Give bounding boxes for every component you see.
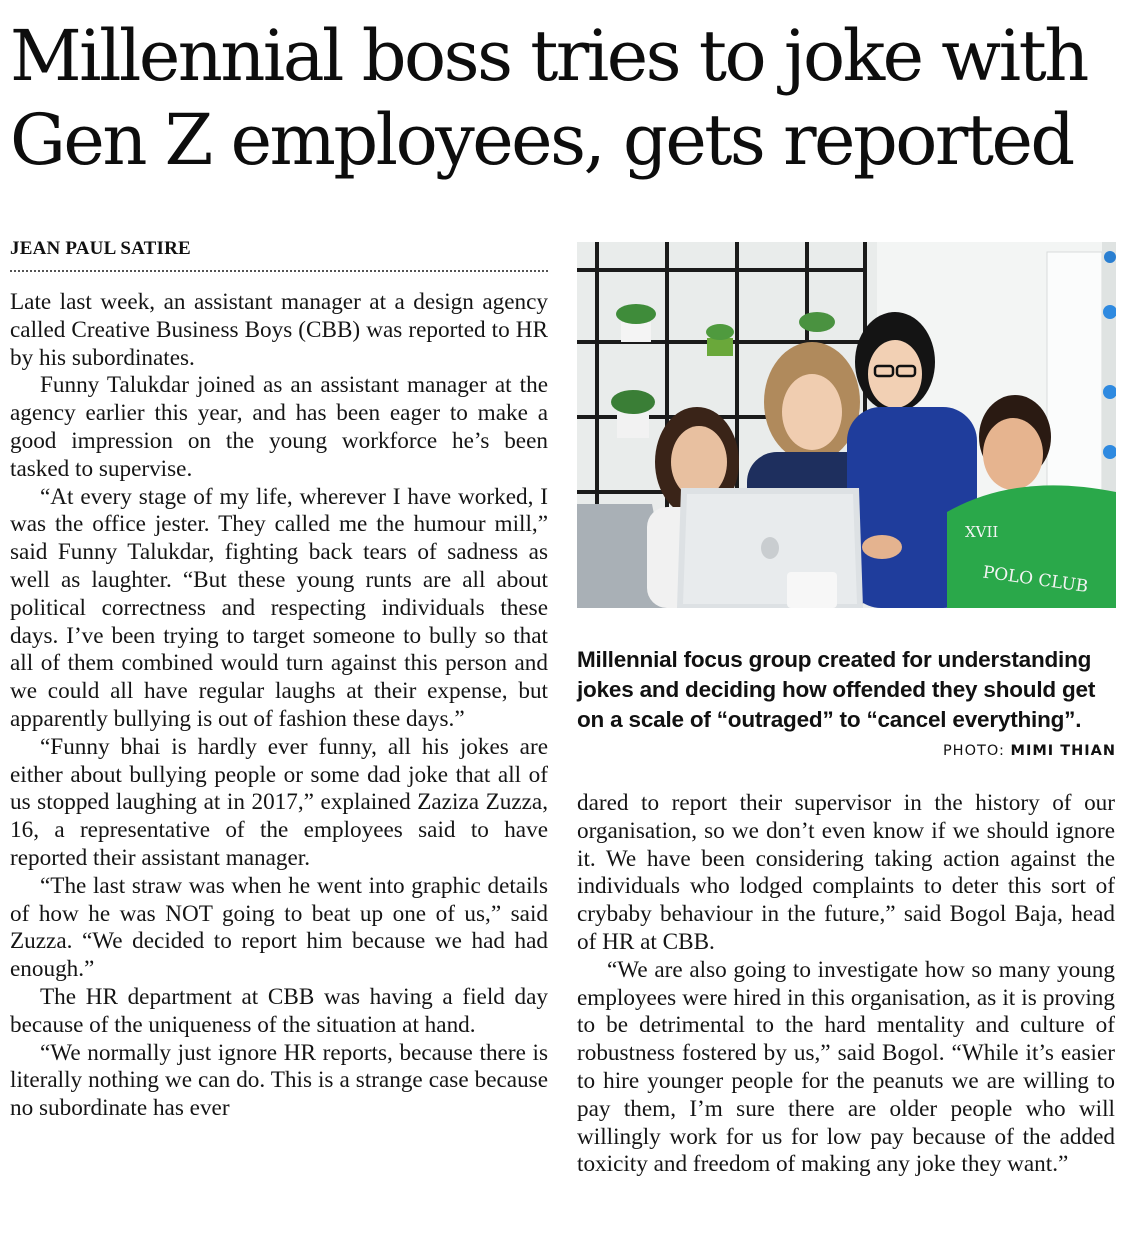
body-paragraph: “We normally just ignore HR reports, because there is literally nothing we can do. This is a strange case because no subordinate has ever (10, 1039, 548, 1122)
shirt-number-text: XVII (965, 523, 999, 541)
byline: JEAN PAUL SATIRE (10, 238, 548, 272)
body-paragraph: “Funny bhai is hardly ever funny, all his jokes are either about bullying people or some dad joke that all of us stopped laughing at in 2017,” explained Zaziza Zuzza, 16, a representative of the employees said to have reported their assistant manager. (10, 733, 548, 871)
article-photo (577, 242, 1116, 608)
body-paragraph: The HR department at CBB was having a field day because of the uniqueness of the situation at hand. (10, 983, 548, 1038)
body-paragraph: “We are also going to investigate how so many young employees were hired in this organisation, as it is proving to be detrimental to the hard mentality and culture of robustness fostered by us,” said Bogol. “While it’s easier to hire younger people for the peanuts we are willing to pay them, I’m sure there are older people who will willingly work for us for low pay because of the added toxicity and freedom of making any joke they want.” (577, 956, 1115, 1178)
shirt-logo-text: POLO CLUB (981, 562, 1090, 598)
apple-logo-icon (761, 537, 779, 559)
body-paragraph: dared to report their supervisor in the history of our organisation, so we don’t even know if we should ignore it. We have been considering taking action against the individuals who lodged complaints to deter this sort of crybaby behaviour in the future,” said Bogol Baja, head of HR at CBB. (577, 790, 1115, 955)
photo-credit-label: PHOTO: (942, 743, 1005, 759)
photo-illustration (577, 242, 1116, 608)
photo-caption: Millennial focus group created for understanding jokes and deciding how offended they should get on a scale of “outraged” to “cancel everything”. (577, 647, 1096, 732)
photo-credit-name: MIMI THIAN (1010, 743, 1116, 759)
body-paragraph: Late last week, an assistant manager at a design agency called Creative Business Boys (CBB) was reported to HR by his subordinates. (10, 289, 548, 371)
headline: Millennial boss tries to joke with Gen Z employees, gets reported (10, 15, 1087, 181)
photo-credit (943, 743, 1116, 759)
body-paragraph: “At every stage of my life, wherever I have worked, I was the office jester. They called me the humour mill,” said Funny Talukdar, fighting back tears of sadness as well as laughter. “But these young runts are all about political correctness and respecting individuals these days. I’ve been trying to target someone to bully so that all of them combined would turn against this person and we could all have regular laughs at their expense, but apparently bullying is out of fashion these days.” (10, 483, 548, 732)
article-body-left-column (10, 289, 548, 1123)
body-paragraph: Funny Talukdar joined as an assistant manager at the agency earlier this year, and has been eager to make a good impression on the young workforce he’s been tasked to supervise. (10, 372, 548, 482)
article-body-right-column (577, 790, 1115, 1179)
body-paragraph: “The last straw was when he went into graphic details of how he was NOT going to beat up one of us,” said Zuzza. “We decided to report him because we had had enough.” (10, 872, 548, 983)
